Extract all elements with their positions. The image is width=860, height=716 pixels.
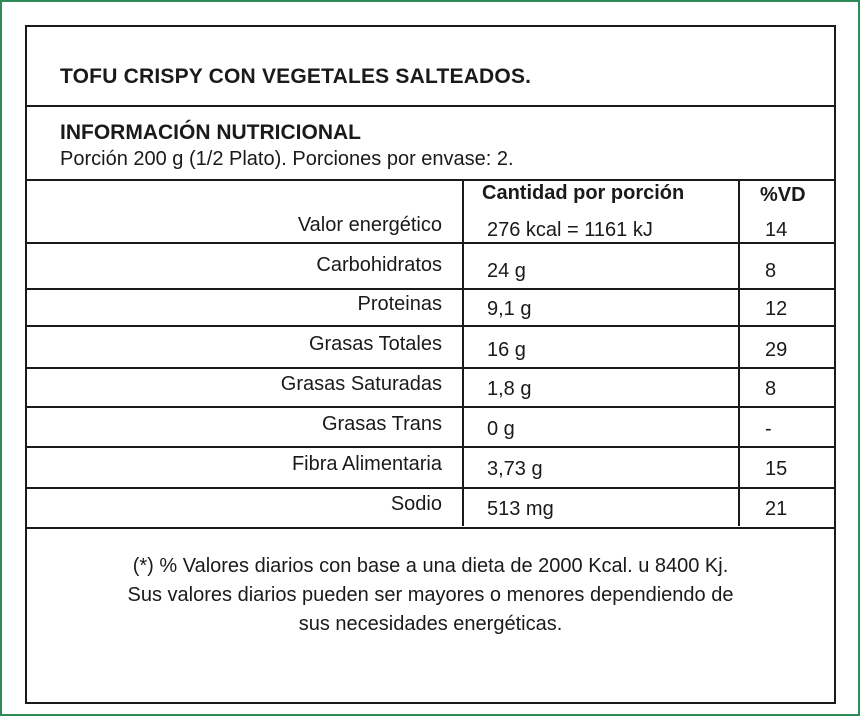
column-separator-quantity — [462, 181, 464, 526]
row-name: Proteinas — [357, 293, 442, 315]
row-quantity: 16 g — [487, 339, 526, 361]
row-quantity: 1,8 g — [487, 378, 532, 400]
row-divider — [27, 242, 834, 244]
row-divider — [27, 367, 834, 369]
row-quantity: 3,73 g — [487, 458, 543, 480]
product-title: TOFU CRISPY CON VEGETALES SALTEADOS. — [60, 65, 532, 88]
row-name: Fibra Alimentaria — [291, 453, 442, 475]
row-dv: 8 — [765, 378, 777, 400]
row-name: Grasas Trans — [321, 413, 442, 435]
row-name: Carbohidratos — [316, 254, 442, 276]
footnote — [27, 552, 834, 639]
row-name: Sodio — [390, 493, 442, 515]
row-divider — [27, 446, 834, 448]
divider-title — [27, 105, 834, 107]
divider-header — [27, 179, 834, 181]
row-quantity: 276 kcal = 1161 kJ — [487, 219, 653, 241]
header-quantity: Cantidad por porción — [482, 182, 685, 204]
row-dv: 12 — [765, 298, 788, 320]
footnote-line: sus necesidades energéticas. — [298, 613, 563, 635]
footnote-line: Sus valores diarios pueden ser mayores o menores dependiendo de — [127, 584, 734, 606]
row-name: Valor energético — [297, 214, 442, 236]
serving-info: Porción 200 g (1/2 Plato). Porciones por envase: 2. — [60, 148, 514, 170]
footnote-line: (*) % Valores diarios con base a una dieta de 2000 Kcal. u 8400 Kj. — [132, 555, 729, 577]
row-dv: 14 — [765, 219, 788, 241]
row-divider — [27, 325, 834, 327]
row-name: Grasas Totales — [308, 333, 442, 355]
row-dv: - — [765, 418, 772, 440]
nutrition-label — [25, 25, 836, 704]
row-quantity: 0 g — [487, 418, 515, 440]
row-dv: 15 — [765, 458, 788, 480]
row-name: Grasas Saturadas — [280, 373, 442, 395]
row-divider — [27, 288, 834, 290]
label-paper — [2, 2, 858, 714]
row-quantity: 513 mg — [487, 498, 554, 520]
row-quantity: 24 g — [487, 260, 526, 282]
header-daily-value: %VD — [760, 184, 806, 206]
row-quantity: 9,1 g — [487, 298, 532, 320]
row-divider — [27, 406, 834, 408]
row-dv: 8 — [765, 260, 777, 282]
nutrition-heading: INFORMACIÓN NUTRICIONAL — [60, 121, 361, 144]
row-dv: 29 — [765, 339, 788, 361]
row-dv: 21 — [765, 498, 788, 520]
column-separator-dv — [738, 181, 740, 526]
row-divider — [27, 487, 834, 489]
divider-footnote — [27, 527, 834, 529]
